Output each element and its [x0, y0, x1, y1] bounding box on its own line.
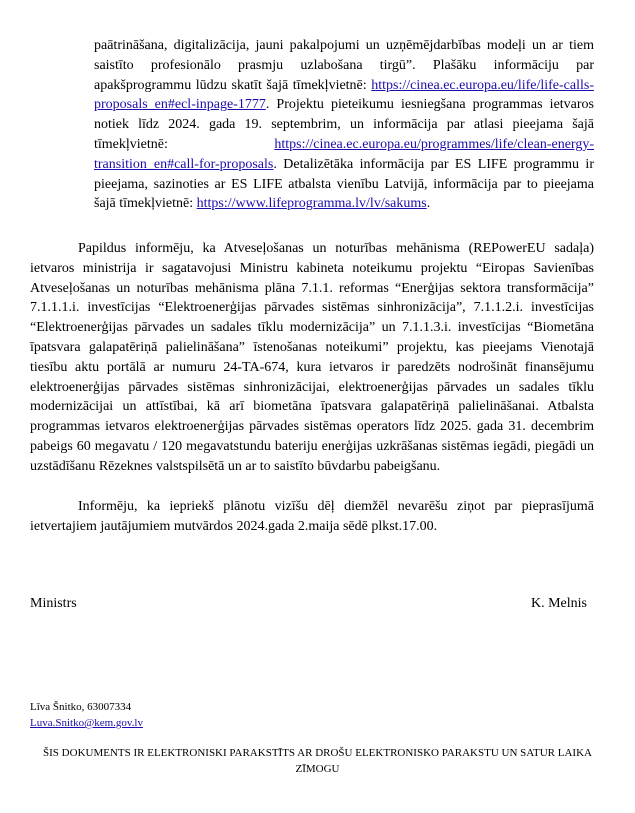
continuation-paragraph	[94, 36, 594, 214]
contact-name-phone: Līva Šnitko, 63007334	[30, 701, 132, 713]
signature-name: K. Melnis	[531, 596, 587, 611]
continuation-text-3: . Detalizētāka informācija par ES LIFE programmu ir pieejama, sazinoties ar ES LIFE atbalsta vienību Latvijā, informācija par to pieejama šajā tīmekļvietnē:	[94, 156, 594, 212]
life-calls-link[interactable]: https://cinea.ec.europa.eu/life/life-calls-proposals_en#ecl-inpage-1777	[94, 77, 594, 113]
paragraph-visit-notice-text: Informēju, ka iepriekš plānotu vizīšu dēļ diemžēl nevarēšu ziņot par pieprasījumā ietvertajiem jautājumiem mutvārdos 2024.gada 2.maija sēdē plkst.17.00.	[30, 499, 594, 534]
continuation-text-2: . Projektu pieteikumu iesniegšana programmas ietvaros notiek līdz 2024. gada 19. septembrim, un informācija par atlasi pieejama šajā tīmekļvietnē:	[94, 97, 594, 152]
contact-email-link[interactable]: Luva.Snitko@kem.gov.lv	[30, 717, 143, 729]
signature-title: Ministrs	[30, 596, 77, 611]
e-signature-footer: ŠIS DOKUMENTS IR ELEKTRONISKI PARAKSTĪTS AR DROŠU ELEKTRONISKO PARAKSTU UN SATUR LAIKA ZĪMOGU	[43, 747, 592, 775]
paragraph-repowereu	[30, 239, 594, 477]
paragraph-visit-notice	[30, 497, 594, 537]
continuation-text-4: .	[426, 196, 431, 212]
lifeprogramma-link[interactable]: https://www.lifeprogramma.lv/lv/sakums	[196, 196, 427, 212]
continuation-text-1: paātrināšana, digitalizācija, jauni pakalpojumi un uzņēmējdarbības modeļi un ar tiem saistīto profesionālo prasmju uzlabošana tirgū”. Plašāku informāciju par apakšprogrammu lūdzu skatīt šajā tīmekļvietnē:	[94, 38, 594, 93]
paragraph-repowereu-text: Papildus informēju, ka Atveseļošanas un noturības mehānisma (REPowerEU sadaļa) ietvaros ministrija ir sagatavojusi Ministru kabineta noteikumu projektu “Eiropas Savienības Atveseļošanas un noturības mehānisma plāna 7.1.1. reformas “Enerģijas sektora transformācija” 7.1.1.1.i. investīcijas “Elektroenerģijas pārvades sistēmas sinhronizācija”, 7.1.1.2.i. investīcijas “Elektroenerģijas pārvades un sadales tīklu modernizācija” un 7.1.1.3.i. investīcijas “Biometāna īpatsvara galapatēriņā palielināšana” īstenošanas noteikumi” projektu, kas pieejams Vienotajā tiesību aktu portālā ar numuru 24-TA-674, kura ietvaros ir paredzēts nodrošināt finansējumu elektroenerģijas pārvades sistēmas sinhronizācijai, elektroenerģijas pārvades un sadales tīklu modernizācijai un attīstībai, kā arī biometāna īpatsvara galapatēriņā palielināšanai. Atbalsta programmas ietvaros elektroenerģijas pārvades sistēmas operators līdz 2025. gada 31. decembrim pabeigs 60 megavatu / 120 megavatstundu bateriju enerģijas uzkrāšanas sistēmas iegādi, piegādi un uzstādīšanu Rēzeknes valstspilsētā un ar to saistīto būvdarbu pabeigšanu.	[30, 241, 594, 474]
contact-block	[30, 699, 143, 731]
clean-energy-transition-link[interactable]: https://cinea.ec.europa.eu/programmes/life/clean-energy-transition_en#call-for-proposals	[94, 136, 594, 172]
